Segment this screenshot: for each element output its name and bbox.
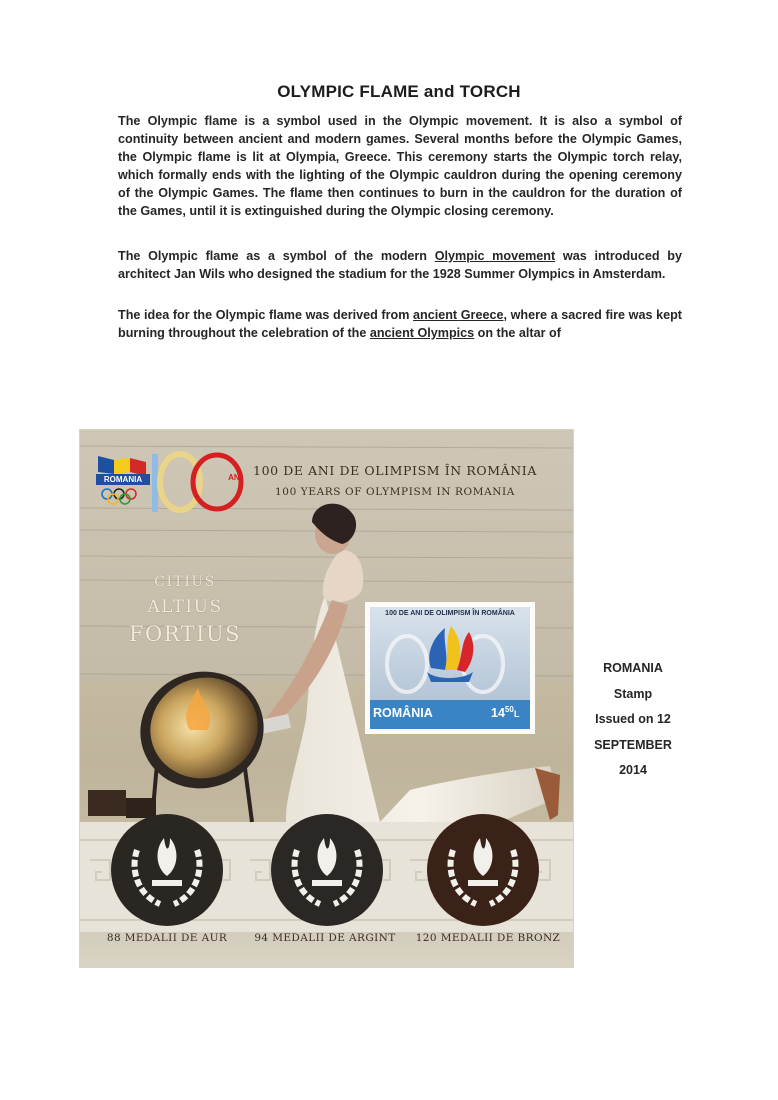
page-title: OLYMPIC FLAME and TORCH	[277, 82, 521, 101]
sheet-heading-english: 100 YEARS OF OLYMPISM IN ROMANIA	[275, 486, 515, 498]
text-span: on the altar of	[474, 326, 561, 340]
stamp-caption	[582, 656, 684, 784]
caption-line: Stamp	[613, 686, 653, 701]
caption-line: 2014	[619, 763, 647, 777]
link-ancient-olympics[interactable]: ancient Olympics	[369, 326, 475, 340]
text-span: The idea for the Olympic flame was derived from	[118, 308, 414, 322]
stamp-country: ROMÂNIA	[373, 706, 433, 720]
souvenir-sheet	[80, 430, 573, 967]
stamp-value	[491, 705, 519, 720]
medal-gold	[111, 814, 223, 926]
motto-citius: CITIUS	[154, 574, 216, 590]
link-olympic-movement[interactable]: Olympic movement	[434, 249, 556, 263]
medal-silver	[271, 814, 383, 926]
paragraph-modern-symbol	[118, 247, 682, 283]
motto-altius: ALTIUS	[147, 597, 223, 617]
link-ancient-greece[interactable]: ancient Greece	[413, 308, 504, 322]
medal-label-bronze: 120 MEDALII DE BRONZ	[415, 932, 561, 944]
caption-line: ROMANIA	[603, 661, 663, 675]
text-span: was introduced by architect Jan Wils who designed the stadium for the 1928 Summer Olympics in Amsterdam.	[118, 249, 682, 281]
stamp-value-main: 14	[491, 706, 505, 721]
medal-label-gold: 88 MEDALII DE AUR	[106, 932, 228, 944]
sheet-heading-romanian: 100 DE ANI DE OLIMPISM ÎN ROMÂNIA	[253, 463, 537, 478]
stamp-value-unit: L	[513, 709, 520, 720]
stamp	[365, 602, 535, 734]
romania-badge: ROMANIA	[103, 475, 143, 484]
motto-fortius: FORTIUS	[128, 622, 242, 646]
paragraph-flame-symbol: The Olympic flame is a symbol used in the Olympic movement. It is also a symbol of continuity between ancient and modern games. Several months before the Olympic Games, the Olympic flame is lit at Olympia, Greece. This ceremony starts the Olympic torch relay, which formally ends with the lighting of the Olympic cauldron during the opening ceremony of the Olympic Games. The flame then continues to burn in the cauldron for the duration of the Games, until it is extinguished during the Olympic closing ceremony.	[118, 114, 682, 218]
medal-bronze	[427, 814, 539, 926]
paragraph-origin	[118, 306, 682, 342]
medal-label-silver: 94 MEDALII DE ARGINT	[254, 932, 396, 944]
logo-ani-label: ANI	[228, 473, 242, 482]
caption-line: Issued on 12	[595, 712, 671, 726]
stamp-heading: 100 DE ANI DE OLIMPISM ÎN ROMÂNIA	[385, 610, 515, 617]
stamp-value-sup: 50	[504, 705, 514, 714]
caption-line: SEPTEMBER	[594, 737, 672, 752]
text-span: , where a sacred fire was kept burning throughout the celebration of the	[118, 308, 682, 340]
text-span: The Olympic flame as a symbol of the modern	[118, 249, 435, 263]
